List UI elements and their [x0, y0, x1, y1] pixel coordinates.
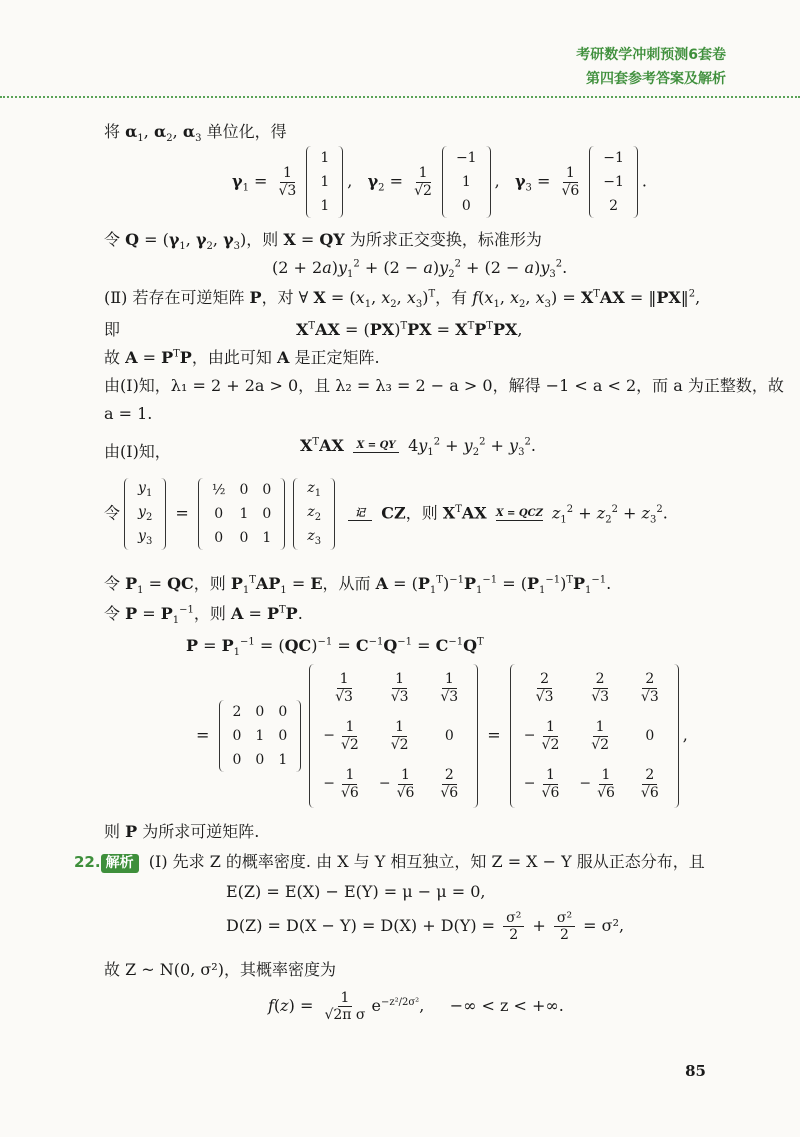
eq-standard-form: $(2 + 2a)y_1^2 + (2 - a)y_2^2 + (2 - a)y_3^2$.	[272, 258, 568, 281]
line-conclusion: 则 P 为所求可逆矩阵.	[104, 822, 260, 841]
question-number: 22.	[74, 853, 101, 871]
line-q: 令 $Q = (\gamma_1$, $\gamma_2$, $\gamma_3$)，则 X = QY 为所求正交变换，标准形为	[104, 230, 542, 253]
page-number: 85	[685, 1062, 706, 1080]
line-positive-definite: 故 $A = P^TP$，由此可知 A 是正定矩阵.	[104, 348, 380, 367]
header-title: 考研数学冲刺预测6套卷	[576, 47, 726, 63]
line-ji: 即	[104, 320, 121, 339]
line-p1: 令 $P_1$ = QC，则 $P_1^TAP_1 = E$，从而 $A = (P_1^T)^{-1}P_1^{-1} = (P_1^{-1})^TP_1^{-1}$.	[104, 574, 612, 597]
line-part2: (Ⅱ) 若存在可逆矩阵 P，对 ∀ $X = (x_1$, $x_2$, $x_3)^T$，有 $f(x_1$, $x_2$, $x_3) = X^TAX$ = ‖PX‖$^2$,	[104, 288, 701, 311]
line-a-eq: a = 1.	[104, 404, 153, 423]
line-from2: 由(Ⅰ)知，	[104, 442, 171, 461]
eq-xtax: $X^TAX = (PX)^TPX = X^TP^TPX$,	[296, 320, 523, 339]
eq-gamma: $\gamma_1$ = $\frac{1}{√3}$ 1 1 1 , $\gamma_2$ = $\frac{1}{√2}$ −1 1 0 , $\gamma_3$ = $\frac{1}{√6}$ −1 −1 2 .	[232, 146, 647, 218]
eq-transform1: $X^TAX$ X = QY $4y_1^2 + y_2^2 + y_3^2$.	[300, 436, 536, 459]
line-normal: 故 Z ~ N(0, σ²)，其概率密度为	[104, 960, 336, 979]
header-subtitle: 第四套参考答案及解析	[586, 71, 726, 87]
eq-dz: D(Z) = D(X − Y) = D(X) + D(Y) = $\frac{\text{σ²}}{2}$ + $\frac{\text{σ²}}{2}$ = σ²,	[226, 910, 625, 944]
q22-header: 22. 解析 (Ⅰ) 先求 Z 的概率密度. 由 X 与 Y 相互独立，知 Z = X − Y 服从正态分布，且	[74, 852, 705, 871]
eq-ez: E(Z) = E(X) − E(Y) = μ − μ = 0,	[226, 882, 486, 901]
line-p: 令 $P = P_1^{-1}$，则 $A = P^TP$.	[104, 604, 303, 627]
eq-p-matrix: = 2 0 0 0 1 0 0 0 1 $\frac{1}{√3}$ $\frac{1}{√3}$ $\frac{1}{√3}$ − $\frac{1}{√2}$ $\frac{1}{√2}$ 0 − $\frac{1}{√6}$ − $\frac{1}{√6}$ $\frac{2}{√6}$ = $\frac{2}{√3}$ $\frac{2}{√3}$ $\frac{2}{√3}$ − $\frac{1}{√2}$ $\frac{1}{√2}$ 0 − $\frac{1}{√6}$ − $\frac{1}{√6}$ $\frac{2}{√6}$ ,	[196, 664, 688, 808]
eq-density: f(z) = $\frac{1}{\text{√2π σ}}$ $e^{-z^2/2\sigma^2}$, −∞ < z < +∞.	[268, 990, 564, 1024]
eq-yc: 令 $y_1$ $y_2$ $y_3$ = ½ 0 0 0 1 0 0 0 1 $z_1$ $z_2$ $z_3$ 记 CZ，则 $X^TAX$ X = QCZ $z_1^2 + z_2^2 + z_3^2$.	[104, 478, 668, 550]
line-from1: 由(Ⅰ)知，λ₁ = 2 + 2a > 0，且 λ₂ = λ₃ = 2 − a > 0，解得 −1 < a < 2，而 a 为正整数，故	[104, 376, 784, 395]
header-divider	[0, 96, 800, 98]
eq-p-def: $P = P_1^{-1} = (QC)^{-1} = C^{-1}Q^{-1} = C^{-1}Q^T$	[186, 636, 484, 659]
line-unitize: 将 $\alpha_1$, $\alpha_2$, $\alpha_3$ 单位化，得	[104, 122, 287, 145]
analysis-tag: 解析	[101, 854, 139, 873]
